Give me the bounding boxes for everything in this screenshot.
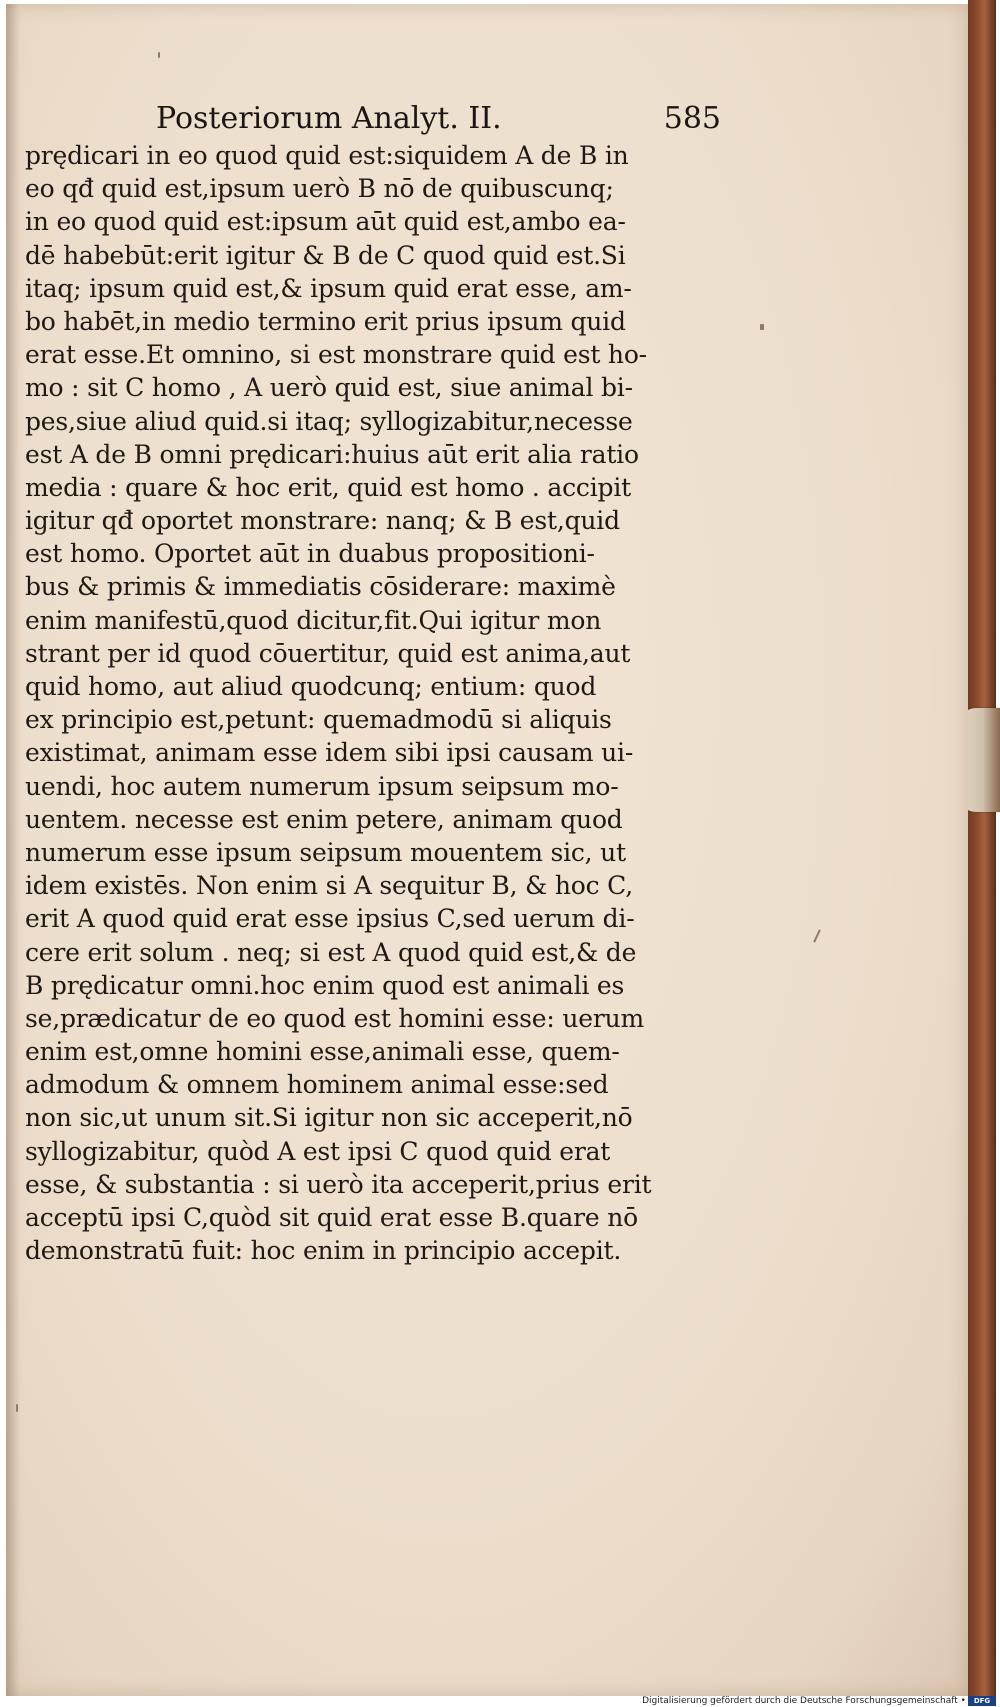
text-line: prędicari in eo quod quid est:siquidem A de B in xyxy=(25,141,629,170)
text-line: existimat, animam esse idem sibi ipsi causam ui- xyxy=(25,738,634,768)
text-line: enim est,omne homini esse,animali esse, quem- xyxy=(25,1037,620,1067)
text-line: acceptū ipsi C,quòd sit quid erat esse B.quare nō xyxy=(25,1203,638,1232)
text-line: admodum & omnem hominem animal esse:sed xyxy=(25,1070,609,1100)
footer-bar xyxy=(0,1696,1000,1707)
printed-page xyxy=(6,4,968,1696)
text-line: bus & primis & immediatis cōsiderare: maximè xyxy=(25,572,616,602)
text-line: cere erit solum . neq; si est A quod quid est,& de xyxy=(25,937,637,967)
gutter-shadow xyxy=(6,4,20,1696)
page-number: 585 xyxy=(663,101,721,136)
running-head: Posteriorum Analyt. II. xyxy=(156,101,502,136)
text-line: erit A quod quid erat esse ipsius C,sed uerum di- xyxy=(25,904,635,934)
text-line: idem existēs. Non enim si A sequitur B, & hoc C, xyxy=(25,871,633,901)
text-line: dē habebūt:erit igitur & B de C quod quid est.Si xyxy=(25,240,626,270)
text-line: pes,siue aliud quid.si itaq; syllogizabitur,necesse xyxy=(25,406,633,436)
text-line: numerum esse ipsum seipsum mouentem sic, ut xyxy=(25,837,626,867)
text-line: strant per id quod cōuertitur, quid est anima,aut xyxy=(25,638,631,668)
text-line: est A de B omni prędicari:huius aūt erit alia ratio xyxy=(25,439,639,469)
text-line: enim manifestū,quod dicitur,fit.Qui igitur mon xyxy=(25,605,602,635)
text-line: media : quare & hoc erit, quid est homo . accipit xyxy=(25,472,631,502)
book-edge xyxy=(968,0,996,1696)
text-line: demonstratū fuit: hoc enim in principio accepit. xyxy=(25,1236,622,1266)
text-line: bo habēt,in medio termino erit prius ipsum quid xyxy=(25,306,626,336)
text-line: itaq; ipsum quid est,& ipsum quid erat esse, am- xyxy=(25,273,632,303)
text-line: B prędicatur omni.hoc enim quod est animali es xyxy=(25,970,625,1000)
text-line: esse, & substantia : si uerò ita acceperit,prius erit xyxy=(25,1169,652,1199)
paper-speck xyxy=(158,52,160,58)
text-line: se,prædicatur de eo quod est homini esse: uerum xyxy=(25,1003,645,1033)
paper-speck xyxy=(760,324,764,330)
text-body xyxy=(25,139,725,1267)
text-line: in eo quod quid est:ipsum aūt quid est,ambo ea- xyxy=(25,207,626,237)
text-line: non sic,ut unum sit.Si igitur non sic acceperit,nō xyxy=(25,1103,633,1133)
paper-speck xyxy=(16,1404,18,1412)
dfg-logo: DFG xyxy=(968,1696,996,1706)
text-line: uendi, hoc autem numerum ipsum seipsum mo- xyxy=(25,771,619,801)
text-line: eo qđ quid est,ipsum uerò B nō de quibuscunq; xyxy=(25,174,614,204)
text-line: erat esse.Et omnino, si est monstrare quid est ho- xyxy=(25,340,647,370)
text-line: mo : sit C homo , A uerò quid est, siue animal bi- xyxy=(25,373,633,403)
footer-credit: Digitalisierung gefördert durch die Deutsche Forschungsgemeinschaft • xyxy=(642,1696,966,1706)
text-line: igitur qđ oportet monstrare: nanq; & B est,quid xyxy=(25,506,620,536)
text-line: ex principio est,petunt: quemadmodū si aliquis xyxy=(25,705,612,735)
text-line: quid homo, aut aliud quodcunq; entium: quod xyxy=(25,672,597,701)
text-line: uentem. necesse est enim petere, animam quod xyxy=(25,804,623,834)
text-line: est homo. Oportet aūt in duabus propositioni- xyxy=(25,539,595,569)
paper-speck xyxy=(813,929,821,943)
text-line: syllogizabitur, quòd A est ipsi C quod quid erat xyxy=(25,1136,611,1166)
